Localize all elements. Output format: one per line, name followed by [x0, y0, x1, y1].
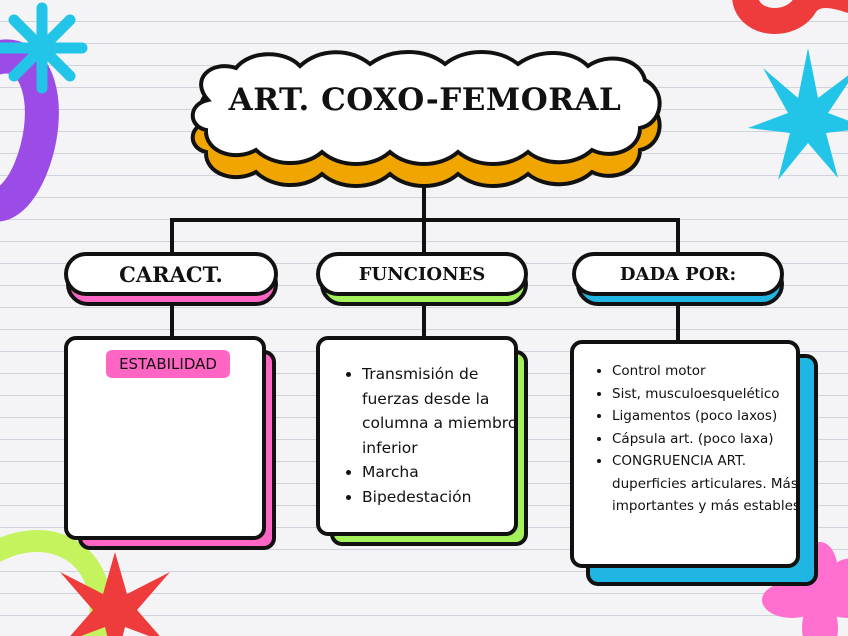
dada-por-item: • Ligamentos (poco laxos)	[612, 405, 818, 428]
diagram-title: ART. COXO-FEMORAL	[228, 82, 622, 118]
funciones-item: • Bipedestación	[362, 485, 526, 510]
funciones-item: • Transmisión de fuerzas desde la columna a miembro inferior	[362, 362, 526, 460]
funciones-box	[316, 336, 518, 536]
caract-pill	[64, 252, 278, 296]
funciones-pill	[316, 252, 528, 296]
funciones-item: • Marcha	[362, 460, 526, 485]
dada-por-label: DADA POR:	[619, 263, 737, 285]
dada-por-item: • Sist, musculoesquelético	[612, 383, 818, 406]
funciones-label: FUNCIONES	[358, 263, 486, 285]
funciones-list	[338, 362, 526, 509]
dada-por-item: • Control motor	[612, 360, 818, 383]
dada-por-list	[588, 360, 818, 518]
dada-por-pill	[572, 252, 784, 296]
dada-por-item: • CONGRUENCIA ART. duperficies articulares. Más importantes y más estables	[612, 450, 818, 518]
dada-por-box	[570, 340, 800, 568]
stability-badge: ESTABILIDAD	[106, 350, 230, 378]
caract-label: CARACT.	[119, 261, 223, 287]
dada-por-item: • Cápsula art. (poco laxa)	[612, 428, 818, 451]
